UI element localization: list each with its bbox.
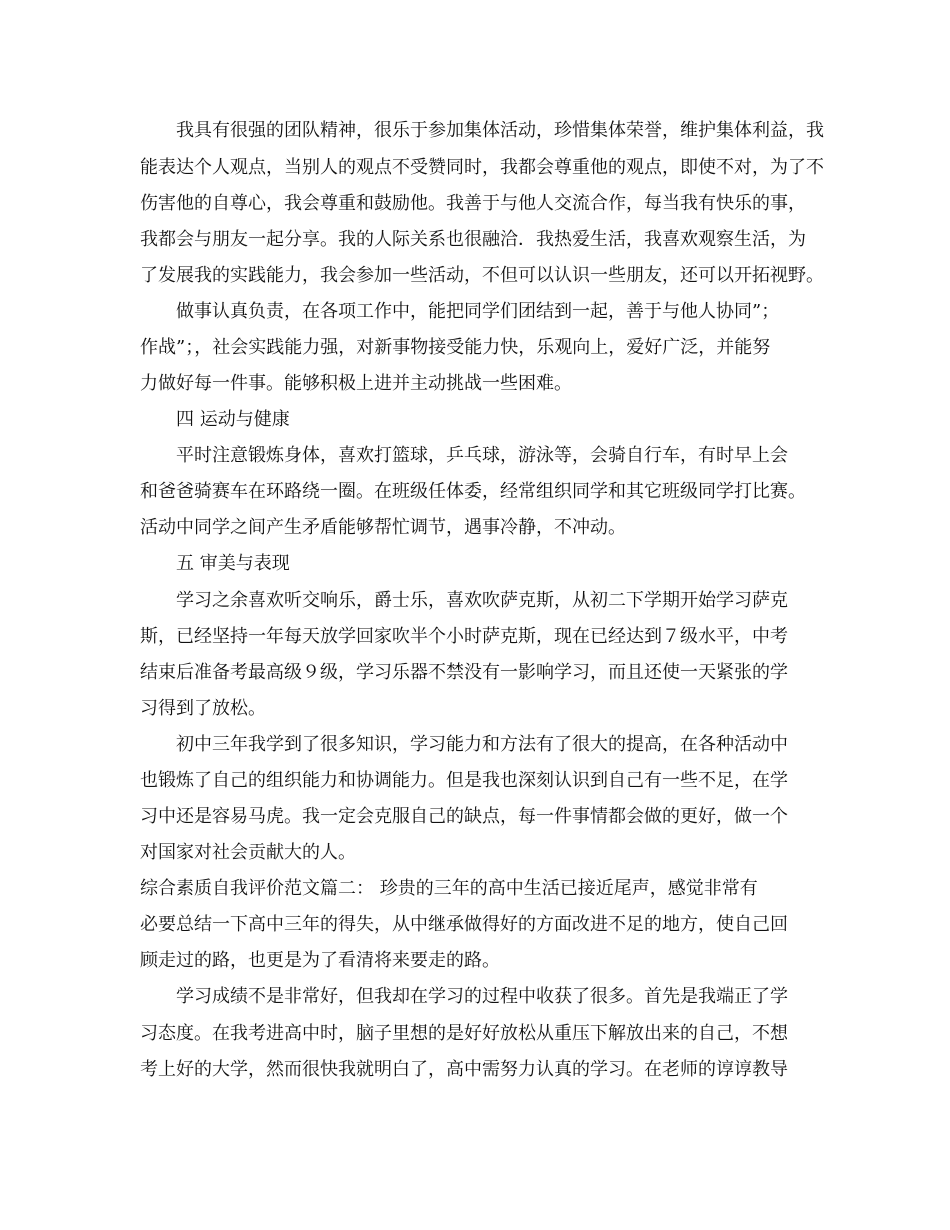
text-line: 综合素质自我评价范文篇二： 珍贵的三年的高中生活已接近尾声，感觉非常有 [140, 878, 758, 899]
text-line: 必要总结一下高中三年的得失，从中继承做得好的方面改进不足的地方，使自己回 [140, 914, 788, 935]
text-line: 我具有很强的团队精神，很乐于参加集体活动，珍惜集体荣誉，维护集体利益，我 [176, 120, 824, 141]
text-line: 伤害他的自尊心，我会尊重和鼓励他。我善于与他人交流合作，每当我有快乐的事， [140, 193, 806, 214]
text-line: 能表达个人观点，当别人的观点不受赞同时，我都会尊重他的观点，即使不对，为了不 [140, 157, 824, 178]
text-line: 活动中同学之间产生矛盾能够帮忙调节，遇事冷静，不冲动。 [140, 517, 626, 538]
text-line: 力做好每一件事。能够积极上进并主动挑战一些困难。 [140, 373, 572, 394]
text-line: 学习之余喜欢听交响乐，爵士乐，喜欢吹萨克斯，从初二下学期开始学习萨克 [176, 590, 788, 611]
text-line: 平时注意锻炼身体，喜欢打篮球，乒乓球，游泳等，会骑自行车，有时早上会 [176, 445, 788, 466]
text-line: 初中三年我学到了很多知识，学习能力和方法有了很大的提高，在各种活动中 [176, 734, 788, 755]
text-line: 习得到了放松。 [140, 698, 266, 719]
text-line: 做事认真负责，在各项工作中，能把同学们团结到一起，善于与他人协同”； [176, 301, 780, 322]
text-line: 了发展我的实践能力，我会参加一些活动，不但可以认识一些朋友，还可以开拓视野。 [140, 265, 824, 286]
text-line: 和爸爸骑赛车在环路绕一圈。在班级任体委，经常组织同学和其它班级同学打比赛。 [140, 481, 806, 502]
text-line: 我都会与朋友一起分享。我的人际关系也很融洽．我热爱生活，我喜欢观察生活，为 [140, 229, 806, 250]
text-line: 斯，已经坚持一年每天放学回家吹半个小时萨克斯，现在已经达到７级水平，中考 [140, 626, 788, 647]
text-line: 学习成绩不是非常好，但我却在学习的过程中收获了很多。首先是我端正了学 [176, 986, 788, 1007]
text-line: 考上好的大学，然而很快我就明白了，高中需努力认真的学习。在老师的谆谆教导 [140, 1059, 788, 1080]
text-line: 也锻炼了自己的组织能力和协调能力。但是我也深刻认识到自己有一些不足，在学 [140, 770, 788, 791]
text-line: 结束后准备考最高级９级，学习乐器不禁没有一影响学习，而且还使一天紧张的学 [140, 662, 788, 683]
section-heading: 四 运动与健康 [176, 409, 290, 430]
text-line: 对国家对社会贡献大的人。 [140, 842, 356, 863]
text-line: 习中还是容易马虎。我一定会克服自己的缺点，每一件事情都会做的更好，做一个 [140, 806, 788, 827]
text-line: 顾走过的路，也更是为了看清将来要走的路。 [140, 950, 500, 971]
text-line: 习态度。在我考进高中时，脑子里想的是好好放松从重压下解放出来的自己，不想 [140, 1023, 788, 1044]
section-heading: 五 审美与表现 [176, 553, 290, 574]
text-line: 作战”；，社会实践能力强，对新事物接受能力快，乐观向上，爱好广泛，并能努 [140, 337, 771, 358]
